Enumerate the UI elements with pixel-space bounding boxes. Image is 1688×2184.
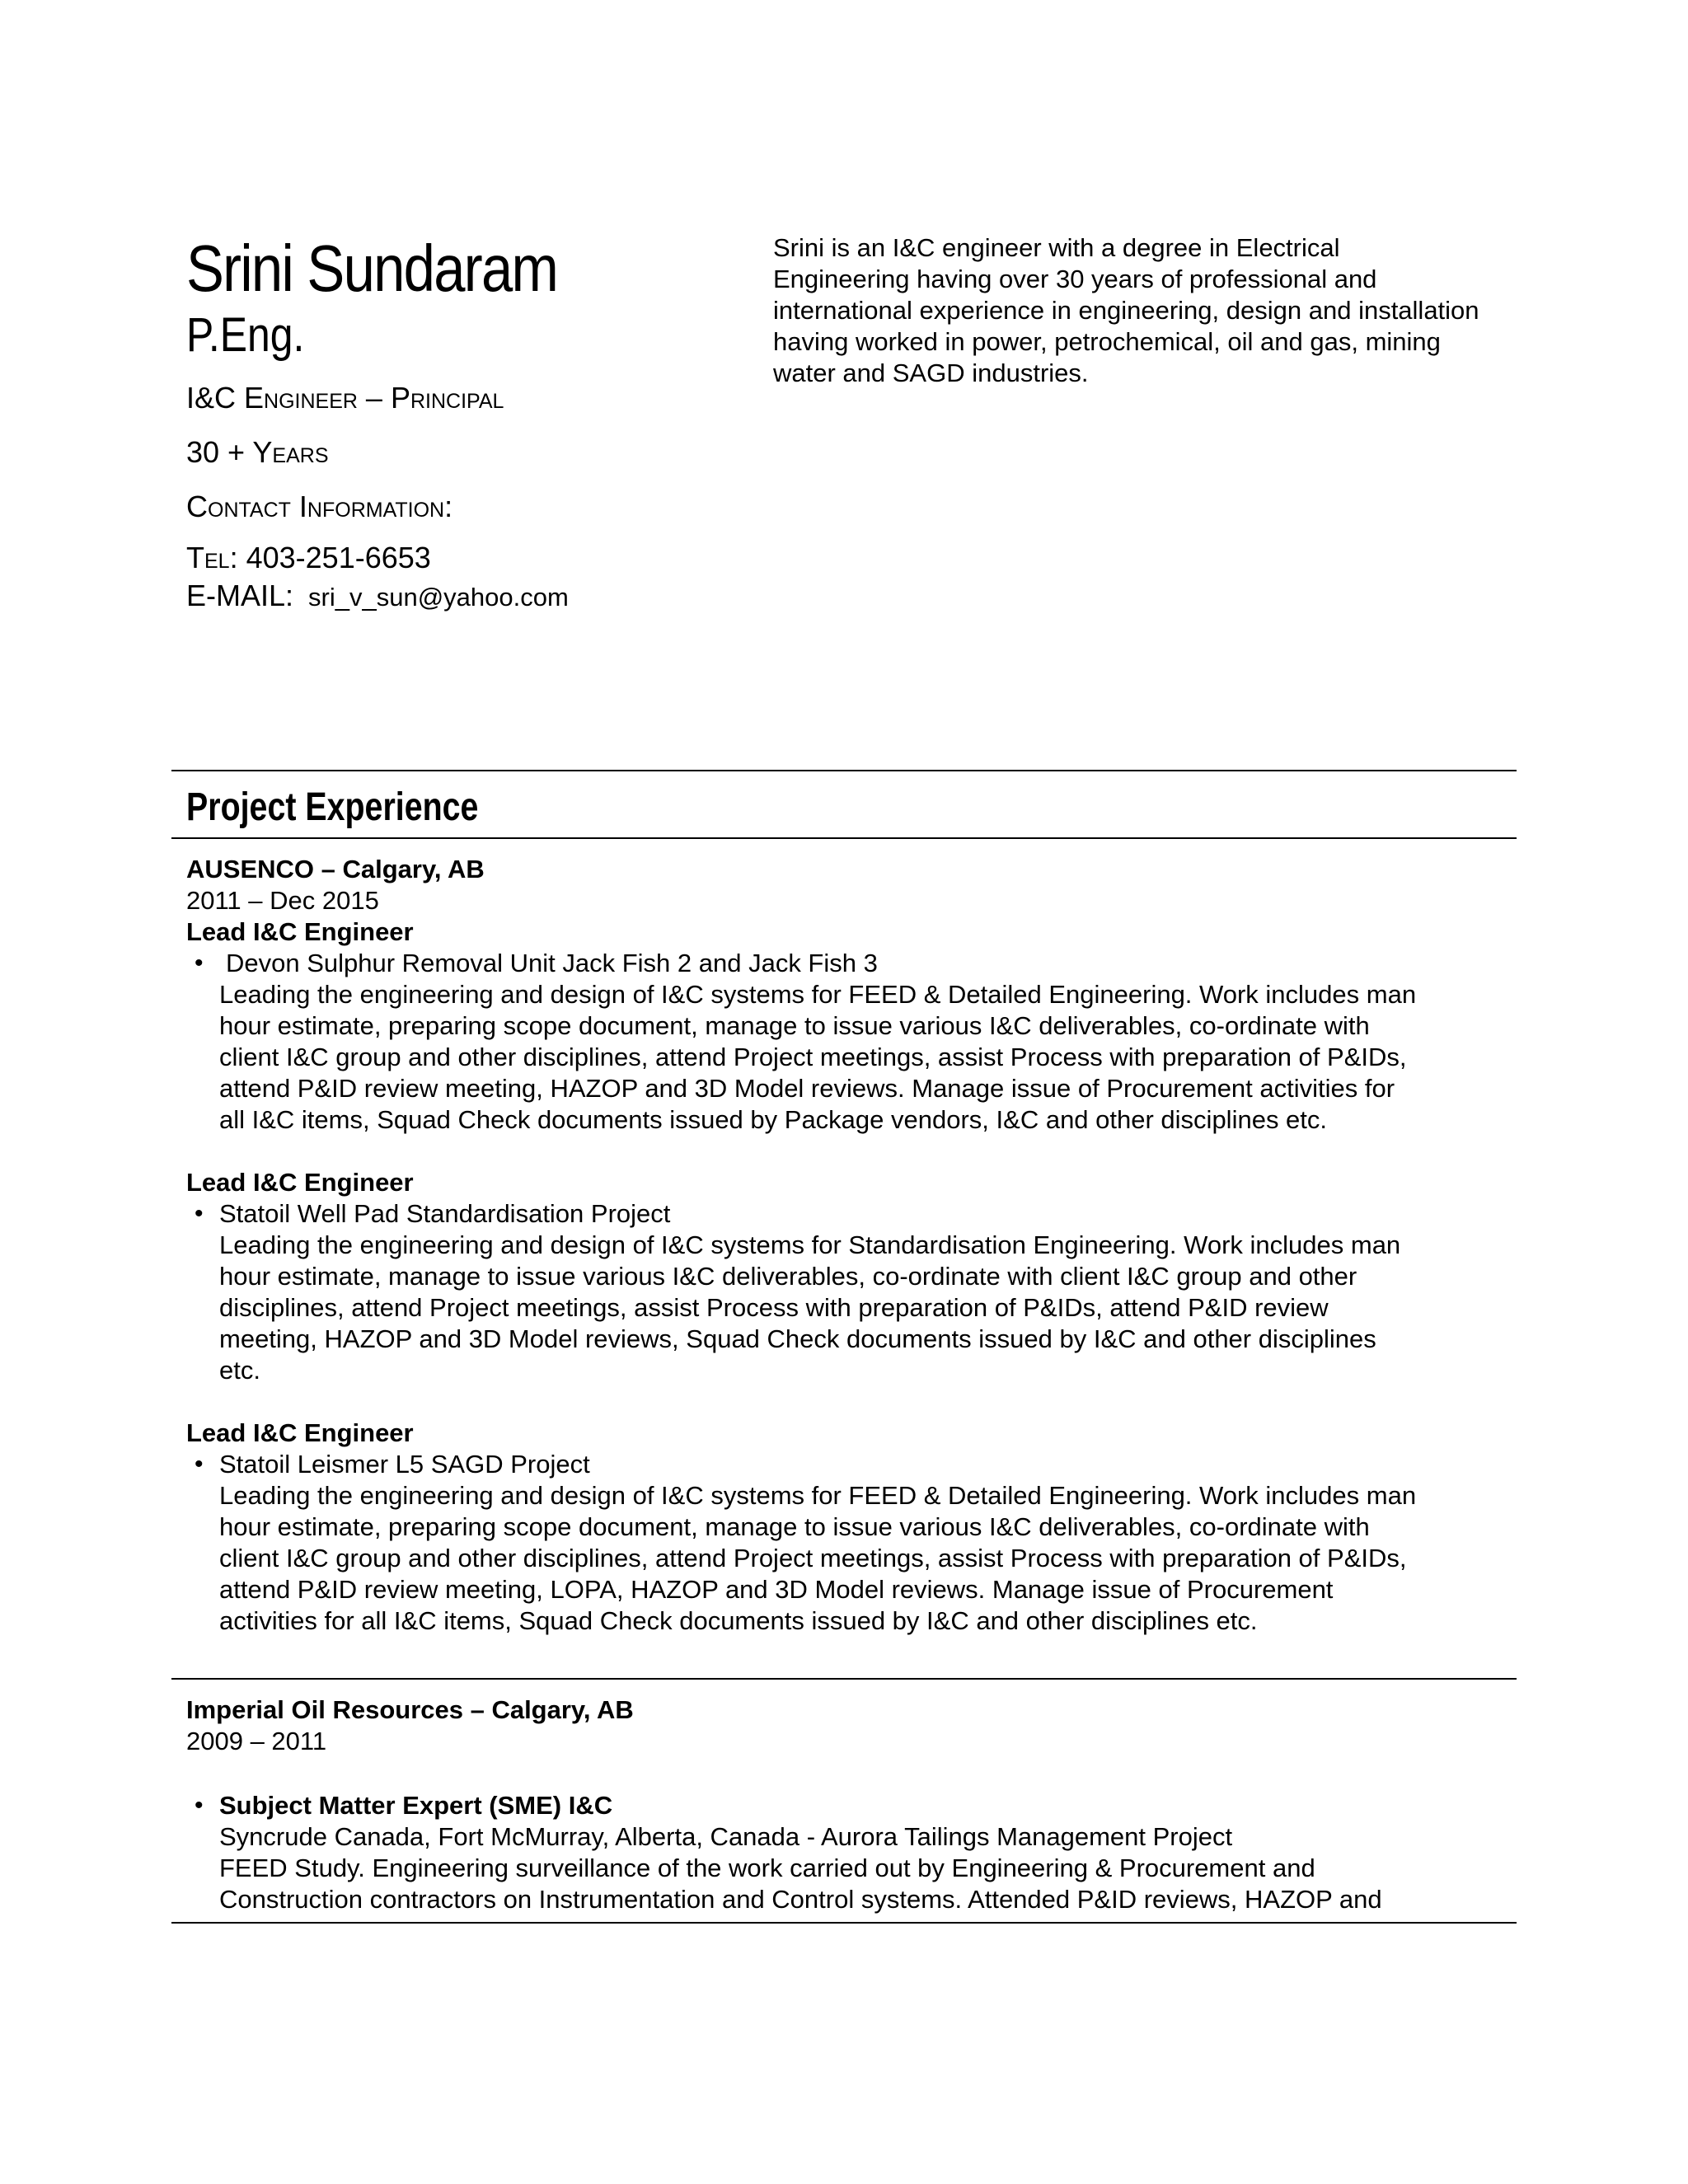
bullet-icon: • xyxy=(195,1792,204,1819)
project-name: Statoil Leismer L5 SAGD Project xyxy=(219,1450,590,1479)
summary-line: having worked in power, petrochemical, oil and gas, mining xyxy=(773,327,1441,356)
description-line: hour estimate, preparing scope document, manage to issue various I&C deliverables, co-ordinate with xyxy=(219,1512,1370,1541)
job-title xyxy=(186,381,504,415)
description-line: disciplines, attend Project meetings, assist Process with preparation of P&IDs, attend P&ID review xyxy=(219,1293,1329,1322)
employment-dates: 2011 – Dec 2015 xyxy=(186,886,379,915)
description-line: activities for all I&C items, Squad Check documents issued by I&C and other disciplines etc. xyxy=(219,1606,1258,1635)
candidate-name: Srini Sundaram xyxy=(186,232,558,305)
summary-line: water and SAGD industries. xyxy=(773,359,1089,387)
tel-value: 403-251-6653 xyxy=(246,541,431,574)
summary-line: Engineering having over 30 years of professional and xyxy=(773,265,1377,293)
employment-dates: 2009 – 2011 xyxy=(186,1727,327,1755)
role-title: Lead I&C Engineer xyxy=(186,1418,414,1447)
description-line: Leading the engineering and design of I&C systems for FEED & Detailed Engineering. Work includes man xyxy=(219,980,1417,1009)
telephone xyxy=(186,541,431,575)
description-line: client I&C group and other disciplines, attend Project meetings, assist Process with preparation of P&IDs, xyxy=(219,1544,1407,1572)
role-title: Lead I&C Engineer xyxy=(186,917,414,946)
role-title: Subject Matter Expert (SME) I&C xyxy=(219,1791,613,1820)
description-line: meeting, HAZOP and 3D Model reviews, Squad Check documents issued by I&C and other disciplines xyxy=(219,1324,1376,1353)
project-name: Statoil Well Pad Standardisation Project xyxy=(219,1199,671,1228)
description-line: hour estimate, manage to issue various I&C deliverables, co-ordinate with client I&C group and other xyxy=(219,1262,1357,1291)
contact-heading xyxy=(186,490,452,524)
contact-heading-text: Contact Information: xyxy=(186,490,453,523)
credential: P.Eng. xyxy=(186,308,305,362)
description-line: Construction contractors on Instrumentation and Control systems. Attended P&ID reviews, HAZOP and xyxy=(219,1885,1382,1914)
years-text: 30 + Years xyxy=(186,435,329,469)
bullet-icon: • xyxy=(195,949,204,977)
divider xyxy=(171,1922,1517,1924)
divider xyxy=(171,770,1517,771)
tel-label: Tel: xyxy=(186,541,238,574)
section-heading: Project Experience xyxy=(186,785,479,829)
years-experience xyxy=(186,435,329,470)
job-title-text: I&C Engineer – Principal xyxy=(186,381,504,415)
divider xyxy=(171,837,1517,839)
professional-summary xyxy=(773,232,1540,389)
description-line: Leading the engineering and design of I&C systems for Standardisation Engineering. Work includes man xyxy=(219,1230,1401,1259)
description-line: hour estimate, preparing scope document, manage to issue various I&C deliverables, co-ordinate with xyxy=(219,1011,1370,1040)
email xyxy=(186,579,569,615)
description-line: attend P&ID review meeting, HAZOP and 3D Model reviews. Manage issue of Procurement activities for xyxy=(219,1074,1395,1103)
summary-line: international experience in engineering, design and installation xyxy=(773,296,1479,325)
project-name: Devon Sulphur Removal Unit Jack Fish 2 and Jack Fish 3 xyxy=(226,949,878,977)
description-line: FEED Study. Engineering surveillance of the work carried out by Engineering & Procurement and xyxy=(219,1854,1315,1882)
role-title: Lead I&C Engineer xyxy=(186,1168,414,1197)
company-name: Imperial Oil Resources – Calgary, AB xyxy=(186,1695,634,1724)
company-name: AUSENCO – Calgary, AB xyxy=(186,855,485,883)
summary-line: Srini is an I&C engineer with a degree in Electrical xyxy=(773,233,1340,262)
email-label: E-MAIL: xyxy=(186,579,294,612)
description-line: client I&C group and other disciplines, attend Project meetings, assist Process with preparation of P&IDs, xyxy=(219,1043,1407,1071)
description-line: etc. xyxy=(219,1356,260,1385)
bullet-icon: • xyxy=(195,1200,204,1227)
description-line: Leading the engineering and design of I&C systems for FEED & Detailed Engineering. Work includes man xyxy=(219,1481,1417,1510)
description-line: attend P&ID review meeting, LOPA, HAZOP and 3D Model reviews. Manage issue of Procurement xyxy=(219,1575,1334,1604)
email-value: sri_v_sun@yahoo.com xyxy=(308,583,569,612)
description-line: all I&C items, Squad Check documents issued by Package vendors, I&C and other disciplines etc. xyxy=(219,1105,1328,1134)
bullet-icon: • xyxy=(195,1451,204,1478)
description-line: Syncrude Canada, Fort McMurray, Alberta, Canada - Aurora Tailings Management Project xyxy=(219,1822,1233,1851)
divider xyxy=(171,1678,1517,1680)
